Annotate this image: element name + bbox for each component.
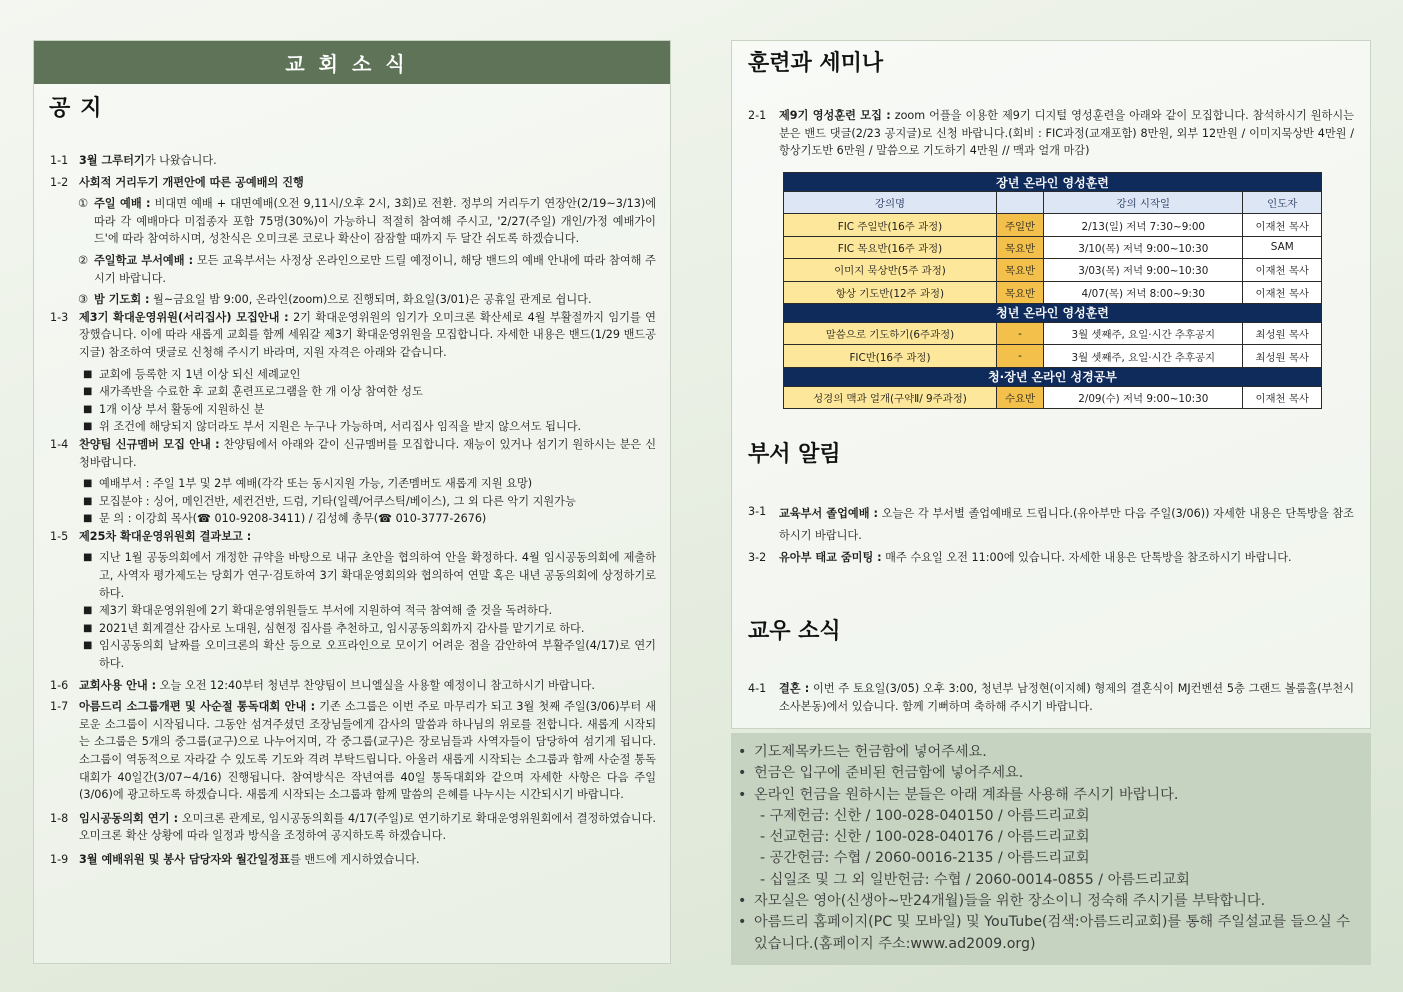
course-start: 2/13(일) 저녁 7:30~9:00 (1044, 214, 1243, 236)
training-schedule-table (783, 172, 1322, 409)
info-text: 헌금은 입구에 준비된 헌금함에 넣어주세요. (754, 765, 1024, 782)
notice-heading: 공지 (49, 95, 112, 121)
table-row (784, 386, 1322, 408)
item-text: 가 나왔습니다. (144, 154, 217, 167)
course-day: 목요반 (996, 236, 1043, 258)
sub-item-title: 주일학교 부서예배 : (94, 253, 194, 267)
church-news-title: 교회소식 (34, 41, 670, 84)
square-bullet-icon: ■ (83, 478, 93, 490)
square-bullet-icon: ■ (83, 495, 93, 507)
course-leader: SAM (1243, 236, 1322, 258)
member-news-heading: 교우 소식 (748, 618, 841, 644)
notice-item (50, 851, 656, 869)
bullet-item (83, 493, 656, 511)
course-start: 3/03(목) 저녁 9:00~10:30 (1044, 259, 1243, 281)
course-name: 항상 기도반(12주 과정) (784, 281, 997, 303)
bullet-text: 문 의 : 이강희 목사(☎ 010-9208-3411) / 김성혜 총무(☎ 010-3777-2676) (99, 512, 487, 526)
item-title: 제25차 확대운영위원회 결과보고 : (79, 529, 252, 543)
column-header: 강의 시작일 (1044, 192, 1243, 214)
sub-item-text: 월~금요일 밤 9:00, 온라인(zoom)으로 진행되며, 화요일(3/01)은 공휴일 관계로 쉽니다. (149, 293, 592, 307)
right-panel (731, 40, 1371, 729)
offering-info-list (738, 742, 1363, 955)
sub-item-title: 밤 기도회 : (94, 293, 150, 307)
item-number: 1-8 (50, 811, 69, 825)
bullet-text: 임시공동의회 날짜를 오미크론의 확산 등으로 오프라인으로 모이기 어려운 점을 감안하여 부활주일(4/17)로 연기하다. (99, 639, 656, 671)
bullet-item (83, 602, 656, 620)
course-name: 말씀으로 기도하기(6주과정) (784, 322, 997, 344)
course-leader: 이재천 목사 (1243, 281, 1322, 303)
course-start: 2/09(수) 저녁 9:00~10:30 (1044, 386, 1243, 408)
course-day: 목요반 (996, 259, 1043, 281)
bullet-item (83, 620, 656, 638)
item-number: 1-1 (50, 154, 69, 167)
item-number: 4-1 (748, 682, 767, 695)
item-text: 매주 수요일 오전 11:00에 있습니다. 자세한 내용은 단톡방을 참조하시기 바랍니다. (881, 551, 1292, 564)
course-name: 성경의 맥과 얼개(구약Ⅱ/ 9주과정) (784, 386, 997, 408)
item-number: 1-3 (50, 310, 69, 324)
bullet-icon: • (738, 786, 747, 803)
square-bullet-icon: ■ (83, 368, 93, 380)
notice-item (748, 680, 1354, 715)
course-day: - (996, 345, 1043, 367)
item-title: 찬양팀 신규멤버 모집 안내 : (79, 437, 220, 451)
table-row (784, 214, 1322, 236)
training-notice (748, 107, 1354, 160)
course-day: 수요반 (996, 386, 1043, 408)
info-text: 기도제목카드는 헌금함에 넣어주세요. (754, 744, 987, 760)
circled-number: ③ (78, 293, 89, 307)
item-title: 교회사용 안내 : (79, 678, 157, 692)
notice-item (50, 174, 656, 192)
notice-item (748, 503, 1354, 547)
table-row (784, 345, 1322, 367)
course-name: FIC 주일반(16주 과정) (784, 214, 997, 236)
table-row (784, 322, 1322, 344)
notice-item (748, 107, 1354, 160)
circled-number: ① (78, 197, 89, 211)
item-title: 사회적 거리두기 개편안에 따른 공예배의 진행 (79, 175, 304, 189)
bullet-item (83, 418, 656, 436)
info-line (738, 785, 1363, 806)
notice-item (50, 528, 656, 546)
notice-list (50, 152, 656, 869)
bullet-item (83, 383, 656, 401)
notice-item (748, 549, 1354, 567)
item-text: 오늘 오전 12:40부터 청년부 찬양팀이 브니엘실을 사용할 예정이니 참고하시기 바랍니다. (156, 678, 595, 692)
notice-item (50, 152, 656, 170)
item-title: 3월 예배위원 및 봉사 담당자와 월간일정표 (79, 852, 290, 866)
square-bullet-icon: ■ (83, 640, 93, 652)
course-name: FIC반(16주 과정) (784, 345, 997, 367)
item-title: 임시공동의회 연기 : (79, 811, 179, 825)
course-name: 이미지 묵상반(5주 과정) (784, 259, 997, 281)
table-banner: 청·장년 온라인 성경공부 (784, 367, 1322, 386)
square-bullet-icon: ■ (83, 403, 93, 415)
account-text: - 공간헌금: 수협 / 2060-0016-2135 / 아름드리교회 (760, 850, 1090, 867)
item-title: 제9기 영성훈련 모집 : (779, 109, 891, 122)
item-number: 1-2 (50, 175, 69, 189)
item-text: 오늘은 각 부서별 졸업예배로 드립니다.(유아부만 다음 주일(3/06)) 자세한 내용은 단톡방을 참조하시기 바랍니다. (779, 507, 1354, 542)
item-title: 아름드리 소그룹개편 및 사순절 통독대회 안내 : (79, 700, 316, 714)
square-bullet-icon: ■ (83, 513, 93, 525)
notice-item (50, 677, 656, 695)
square-bullet-icon: ■ (83, 622, 93, 634)
bullet-icon: • (738, 744, 747, 760)
offering-info-box (731, 733, 1371, 965)
item-title: 결혼 : (779, 682, 810, 695)
course-day: - (996, 322, 1043, 344)
bullet-item (83, 510, 656, 528)
bullet-icon: • (738, 765, 747, 782)
item-number: 3-1 (748, 505, 767, 518)
account-line (738, 806, 1363, 827)
info-text: 온라인 헌금을 원하시는 분들은 아래 계좌를 사용해 주시기 바랍니다. (754, 786, 1179, 803)
bullet-text: 위 조건에 해당되지 않더라도 부서 지원은 누구나 가능하며, 서리집사 임직을 받지 않으셔도 됩니다. (99, 420, 582, 434)
training-heading: 훈련과 세미나 (748, 50, 884, 76)
account-text: - 선교헌금: 신한 / 100-028-040176 / 아름드리교회 (760, 829, 1090, 846)
item-text: 찬양팀에서 아래와 같이 신규멤버를 모집합니다. 재능이 있거나 섬기기 원하시는 분은 신청바랍니다. (79, 437, 656, 469)
bullet-text: 제3기 확대운영위원에 2기 확대운영위원들도 부서에 지원하여 적극 참여해 줄 것을 독려하다. (99, 604, 553, 618)
item-title: 제3기 확대운영위원(서리집사) 모집안내 : (79, 310, 289, 324)
item-text: 를 밴드에 게시하였습니다. (289, 852, 420, 866)
church-news-panel (33, 40, 671, 964)
column-header (996, 192, 1043, 214)
table-row (784, 259, 1322, 281)
item-text: 이번 주 토요일(3/05) 오후 3:00, 청년부 남정현(이지혜) 형제의 결혼식이 MJ컨벤션 5층 그랜드 볼룸홀(부천시 소사본동)에서 있습니다. 함께 기뻐하며 축하해 주시기 바랍니다. (779, 682, 1354, 713)
course-leader: 이재천 목사 (1243, 214, 1322, 236)
course-leader: 이재천 목사 (1243, 259, 1322, 281)
table-banner: 장년 온라인 영성훈련 (784, 173, 1322, 192)
bullet-text: 2021년 회계결산 감사로 노대원, 심현정 집사를 추천하고, 임시공동의회까지 감사를 맡기기로 하다. (99, 621, 585, 635)
item-number: 1-9 (50, 852, 69, 866)
column-header: 강의명 (784, 192, 997, 214)
sub-item (78, 291, 656, 309)
bullet-icon: • (738, 893, 747, 910)
bullet-text: 1개 이상 부서 활동에 지원하신 분 (99, 402, 265, 416)
info-line (738, 891, 1363, 912)
bullet-icon: • (738, 914, 747, 931)
course-leader: 최성원 목사 (1243, 345, 1322, 367)
course-start: 3월 셋째주, 요일·시간 추후공지 (1044, 322, 1243, 344)
sub-item (78, 252, 656, 287)
bullet-item (83, 401, 656, 419)
item-text: 2기 확대운영위원의 임기가 오미크론 확산세로 4월 부활절까지 임기를 연장했습니다. 이에 따라 새롭게 교회를 함께 세워갈 제3기 확대운영위원을 모집합니다. 자세한 내용은 밴드(1/29 밴드공지글) 참조하여 댓글로 신청해 주시기 바라며, 지원 자격은 아래와 같습니다. (79, 310, 656, 359)
course-start: 3월 셋째주, 요일·시간 추후공지 (1044, 345, 1243, 367)
department-notices (748, 503, 1354, 567)
bullet-item (83, 637, 656, 672)
bullet-item (83, 549, 656, 602)
course-start: 4/07(목) 저녁 8:00~9:30 (1044, 281, 1243, 303)
item-number: 1-7 (50, 700, 69, 714)
notice-item (50, 698, 656, 804)
info-text: 아름드리 홈페이지(PC 및 모바일) 및 YouTube(검색:아름드리교회)를 통해 주일설교를 들으실 수 있습니다.(홈페이지 주소:www.ad2009.org) (754, 914, 1350, 952)
item-text: 기존 소그룹은 이번 주로 마무리가 되고 3월 첫째 주일(3/06)부터 새로운 소그룹이 시작됩니다. 그동안 섬겨주셨던 조장님들에게 감사의 말씀과 하나님의 위로를 전합니다. 새롭게 시작되는 소그룹은 5개의 중그룹(교구)으로 나누어지며, 각 중그룹(교구)은 장로님들과 사역자들이 담당하여 섬기게 됩니다. 소그룹이 역동적으로 자라갈 수 있도록 기도와 격려 부탁드립니다. 아울러 새롭게 시작되는 소그룹과 함께 사순절 통독대회가 40일간(3/07~4/16) 진행됩니다. 참여방식은 작년여름 40일 통독대회와 같으며 자세한 사항은 다음 주일(3/06)에 광고하도록 하겠습니다. 새롭게 시작되는 소그룹과 함께 말씀의 은혜를 나누시는 시간되시기 바랍니다. (79, 700, 657, 802)
sub-item-title: 주일 예배 : (94, 197, 151, 211)
course-leader: 이재천 목사 (1243, 386, 1322, 408)
info-text: 자모실은 영아(신생아~만24개월)들을 위한 장소이니 정숙해 주시기를 부탁합니다. (754, 893, 1266, 910)
circled-number: ② (78, 253, 89, 267)
info-line (738, 742, 1363, 763)
column-header: 인도자 (1243, 192, 1322, 214)
account-line (738, 827, 1363, 848)
course-start: 3/10(목) 저녁 9:00~10:30 (1044, 236, 1243, 258)
square-bullet-icon: ■ (83, 605, 93, 617)
bullet-text: 예배부서 : 주일 1부 및 2부 예배(각각 또는 동시지원 가능, 기존멤버도 새롭게 지원 요망) (99, 477, 533, 491)
account-line (738, 870, 1363, 891)
bullet-text: 지난 1월 공동의회에서 개정한 규약을 바탕으로 내규 초안을 협의하여 안을 확정하다. 4월 임시공동의회에 제출하고, 사역자 평가제도는 당회가 연구·검토하여 3기 확대운영회의와 협의하여 연말 혹은 내년 공동의회에 상정하기로 하다. (99, 551, 656, 600)
course-day: 주일반 (996, 214, 1043, 236)
notice-item (50, 309, 656, 362)
bullet-item (83, 475, 656, 493)
account-text: - 구제헌금: 신한 / 100-028-040150 / 아름드리교회 (760, 807, 1090, 824)
course-leader: 최성원 목사 (1243, 322, 1322, 344)
item-number: 2-1 (748, 109, 767, 122)
item-title: 3월 그루터기 (79, 154, 145, 167)
member-news (748, 680, 1354, 715)
item-title: 교육부서 졸업예배 : (779, 507, 879, 520)
table-row (784, 281, 1322, 303)
sub-item-text: 모든 교육부서는 사정상 온라인으로만 드릴 예정이니, 해당 밴드의 예배 안내에 따라 참여해 주시기 바랍니다. (94, 253, 656, 285)
notice-item (50, 810, 656, 845)
square-bullet-icon: ■ (83, 386, 93, 398)
item-number: 3-2 (748, 551, 767, 564)
bullet-text: 모집분야 : 싱어, 메인건반, 세컨건반, 드럼, 기타(일렉/어쿠스틱/베이스), 그 외 다른 악기 지원가능 (99, 494, 576, 508)
course-name: FIC 목요반(16주 과정) (784, 236, 997, 258)
square-bullet-icon: ■ (83, 421, 93, 433)
item-number: 1-6 (50, 678, 69, 692)
course-day: 목요반 (996, 281, 1043, 303)
sub-item-text: 비대면 예배 + 대면예배(오전 9,11시/오후 2시, 3회)로 전환. 정부의 거리두기 연장안(2/19~3/13)에 따라 각 예배마다 미접종자 포함 75명(30%)이 가능하니 적절히 참여해 주시고, '2/27(주일) 개인/가정 예배가이드'에 따라 참여하시며, 성찬식은 오미크론 코로나 확산이 잠잠할 때까지 두 달간 쉬도록 하겠습니다. (94, 197, 657, 246)
item-number: 1-4 (50, 437, 69, 451)
square-bullet-icon: ■ (83, 552, 93, 564)
bullet-text: 새가족반을 수료한 후 교회 훈련프로그램을 한 개 이상 참여한 성도 (99, 385, 423, 399)
bullet-item (83, 366, 656, 384)
sub-item (78, 195, 656, 248)
info-line (738, 912, 1363, 955)
notice-item (50, 436, 656, 471)
table-row (784, 236, 1322, 258)
info-line (738, 763, 1363, 784)
item-text: 오미크론 관계로, 임시공동의회를 4/17(주일)로 연기하기로 확대운영위원회에서 결정하였습니다. 오미크론 확산 상황에 따라 일정과 방식을 조정하여 공지하도록 하겠습니다. (79, 811, 656, 843)
item-text: zoom 어플을 이용한 제9기 디지털 영성훈련을 아래와 같이 모집합니다. 참석하시기 원하시는 분은 밴드 댓글(2/23 공지글)로 신청 바랍니다.(회비 : FIC과정(교재포함) 8만원, 외부 12만원 / 이미지묵상반 4만원 / 항상기도반 6만원 / 말씀으로 기도하기 4만원 // 맥과 얼개 마감) (779, 109, 1354, 158)
account-text: - 십일조 및 그 외 일반헌금: 수협 / 2060-0014-0855 / 아름드리교회 (760, 871, 1190, 888)
item-title: 유아부 태교 줌미팅 : (779, 551, 882, 564)
table-banner: 청년 온라인 영성훈련 (784, 303, 1322, 322)
item-number: 1-5 (50, 529, 69, 543)
account-line (738, 848, 1363, 869)
department-heading: 부서 알림 (748, 441, 841, 467)
bullet-text: 교회에 등록한 지 1년 이상 되신 세례교인 (99, 367, 301, 381)
